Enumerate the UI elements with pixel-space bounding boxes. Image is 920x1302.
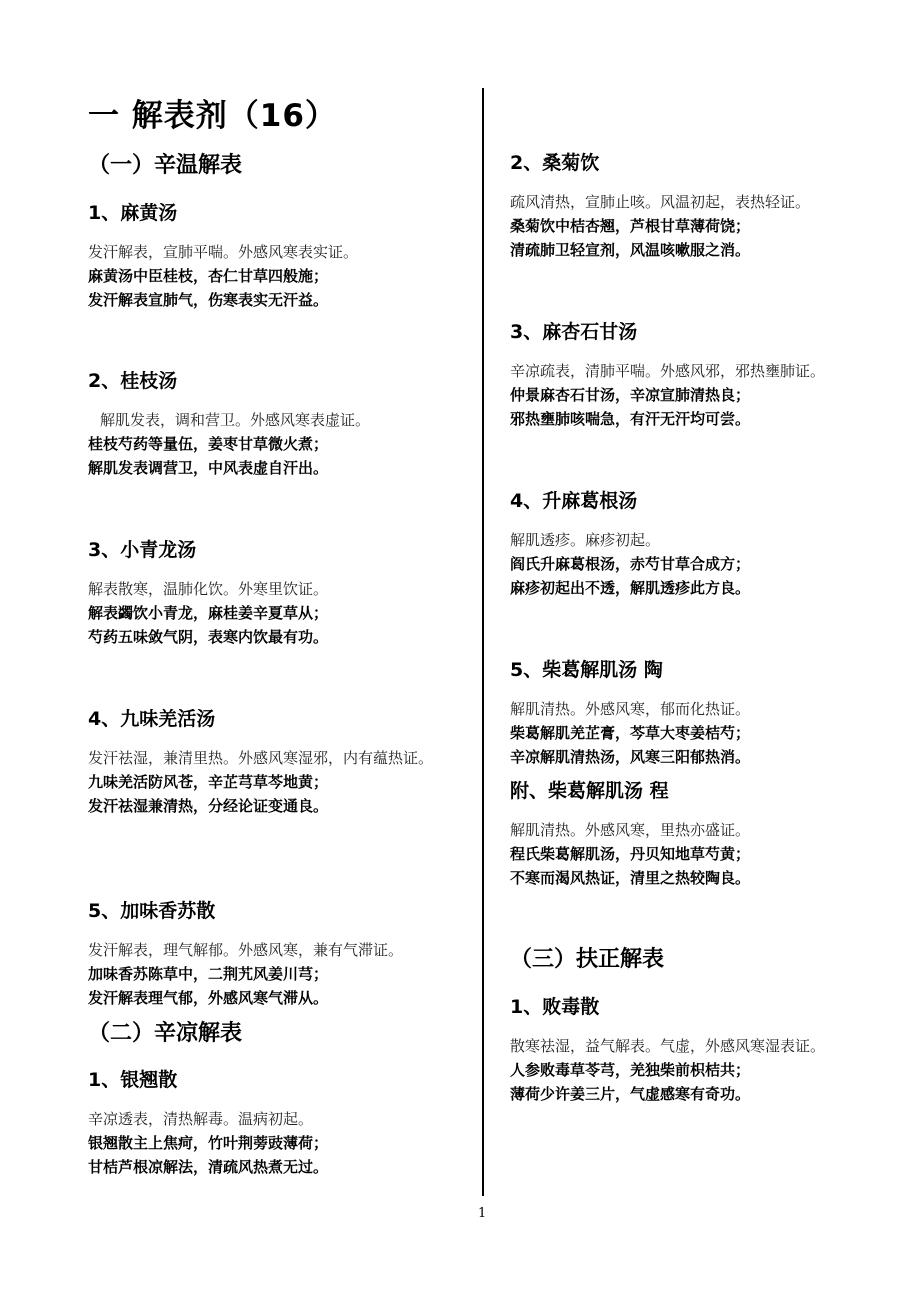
formula-description: 散寒祛湿，益气解表。气虚，外感风寒湿表证。 — [510, 1037, 826, 1055]
formula-description: 辛凉疏表，清肺平喘。外感风邪，邪热壅肺证。 — [510, 362, 826, 380]
column-divider — [482, 88, 484, 1196]
formula-xiaoqinglong — [88, 535, 448, 649]
page-title: 一 解表剂（16） — [88, 98, 337, 134]
formula-verse-line: 芍药五味敛气阴，表寒内饮最有功。 — [88, 628, 329, 646]
formula-title: 5、加味香苏散 — [88, 900, 216, 922]
section-heading-fuzheng: （三）扶正解表 — [510, 947, 665, 972]
formula-verse-line: 不寒而渴风热证，清里之热较陶良。 — [510, 869, 751, 887]
formula-title: 2、桂枝汤 — [88, 370, 178, 392]
formula-description: 解肌清热。外感风寒，里热亦盛证。 — [510, 821, 751, 839]
formula-verse-line: 阎氏升麻葛根汤，赤芍甘草合成方； — [510, 555, 751, 573]
formula-verse-line: 九味羌活防风苍，辛芷芎草芩地黄； — [88, 773, 329, 791]
formula-description: 解表散寒，温肺化饮。外寒里饮证。 — [88, 580, 329, 598]
formula-maxing-shigan — [510, 317, 880, 431]
formula-description: 疏风清热，宣肺止咳。风温初起，表热轻证。 — [510, 193, 811, 211]
formula-title: 5、柴葛解肌汤 陶 — [510, 659, 663, 681]
formula-verse-line: 仲景麻杏石甘汤，辛凉宣肺清热良； — [510, 386, 751, 404]
formula-verse-line: 薄荷少许姜三片，气虚感寒有奇功。 — [510, 1085, 751, 1103]
formula-title: 2、桑菊饮 — [510, 152, 600, 174]
formula-verse-line: 辛凉解肌清热汤，风寒三阳郁热消。 — [510, 748, 751, 766]
page-number: 1 — [478, 1206, 487, 1221]
formula-verse-line: 桂枝芍药等量伍，姜枣甘草微火煮； — [88, 435, 329, 453]
formula-shengma-gegen — [510, 486, 880, 600]
formula-baidu — [510, 992, 880, 1106]
formula-jiawei-xiangsu — [88, 896, 448, 1010]
formula-verse-line: 清疏肺卫轻宣剂，风温咳嗽服之消。 — [510, 241, 751, 259]
formula-sangju — [510, 148, 880, 262]
formula-title: 3、小青龙汤 — [88, 539, 197, 561]
formula-verse-line: 发汗祛湿兼清热，分经论证变通良。 — [88, 797, 329, 815]
formula-verse-line: 柴葛解肌羌芷膏，芩草大枣姜桔芍； — [510, 724, 751, 742]
formula-title: 附、柴葛解肌汤 程 — [510, 780, 669, 802]
formula-chaige-cheng — [510, 776, 880, 890]
formula-title: 1、败毒散 — [510, 996, 600, 1018]
formula-title: 4、九味羌活汤 — [88, 708, 216, 730]
formula-verse-line: 发汗解表理气郁，外感风寒气滞从。 — [88, 989, 329, 1007]
formula-mahuang — [88, 198, 448, 312]
formula-verse-line: 邪热壅肺咳喘急，有汗无汗均可尝。 — [510, 410, 751, 428]
formula-chaige-tao — [510, 655, 880, 769]
formula-description: 辛凉透表，清热解毒。温病初起。 — [88, 1110, 314, 1128]
formula-verse-line: 人参败毒草苓芎，羌独柴前枳桔共； — [510, 1061, 751, 1079]
formula-verse-line: 甘桔芦根凉解法，清疏风热煮无过。 — [88, 1158, 329, 1176]
formula-verse-line: 发汗解表宣肺气，伤寒表实无汗益。 — [88, 291, 329, 309]
formula-verse-line: 桑菊饮中桔杏翘，芦根甘草薄荷饶； — [510, 217, 751, 235]
formula-title: 1、麻黄汤 — [88, 202, 178, 224]
formula-yinqiao — [88, 1065, 448, 1179]
formula-jiuwei-qianghuo — [88, 704, 448, 818]
formula-description: 发汗解表，宣肺平喘。外感风寒表实证。 — [88, 243, 359, 261]
formula-description: 解肌发表，调和营卫。外感风寒表虚证。 — [100, 411, 371, 429]
formula-description: 发汗解表，理气解郁。外感风寒，兼有气滞证。 — [88, 941, 404, 959]
formula-guizhi — [88, 366, 448, 480]
formula-title: 4、升麻葛根汤 — [510, 490, 638, 512]
formula-verse-line: 解肌发表调营卫，中风表虚自汗出。 — [88, 459, 329, 477]
formula-verse-line: 解表蠲饮小青龙，麻桂姜辛夏草从； — [88, 604, 329, 622]
formula-verse-line: 麻黄汤中臣桂枝，杏仁甘草四般施； — [88, 267, 329, 285]
formula-verse-line: 加味香苏陈草中，二荆艽风姜川芎； — [88, 965, 329, 983]
formula-title: 3、麻杏石甘汤 — [510, 321, 638, 343]
section-heading-xinwen: （一）辛温解表 — [88, 153, 243, 178]
section-heading-xinliang: （二）辛凉解表 — [88, 1021, 243, 1046]
formula-description: 发汗祛湿，兼清里热。外感风寒湿邪，内有蕴热证。 — [88, 749, 434, 767]
formula-verse-line: 程氏柴葛解肌汤，丹贝知地草芍黄； — [510, 845, 751, 863]
formula-description: 解肌透疹。麻疹初起。 — [510, 531, 661, 549]
formula-title: 1、银翘散 — [88, 1069, 178, 1091]
formula-verse-line: 银翘散主上焦疴，竹叶荆蒡豉薄荷； — [88, 1134, 329, 1152]
formula-description: 解肌清热。外感风寒，郁而化热证。 — [510, 700, 751, 718]
formula-verse-line: 麻疹初起出不透，解肌透疹此方良。 — [510, 579, 751, 597]
